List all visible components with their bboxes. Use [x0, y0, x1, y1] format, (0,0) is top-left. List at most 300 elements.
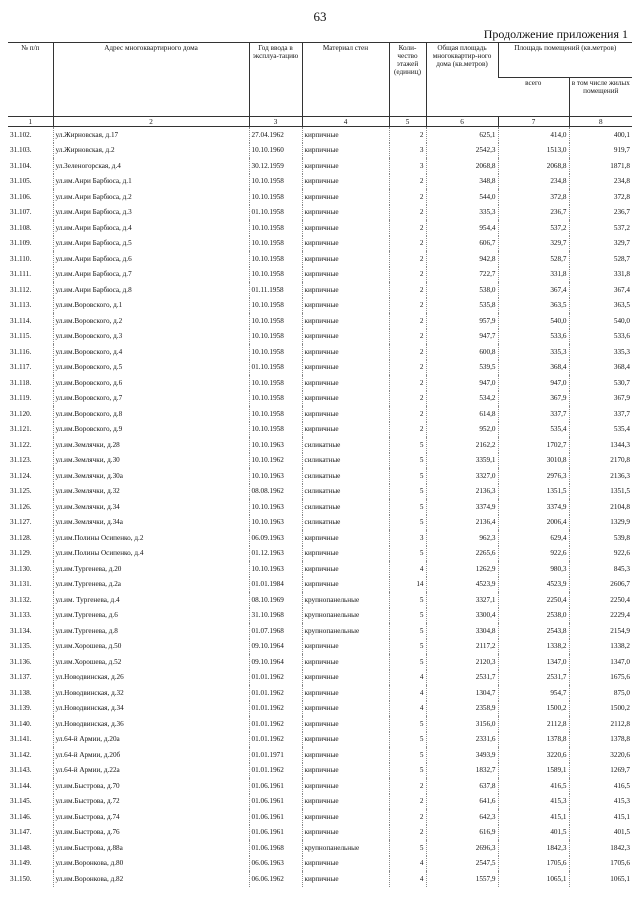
row-premises-living: 331,8 [569, 267, 632, 283]
row-number: 31.121. [10, 425, 32, 434]
row-address: ул.им.Тургенева, д.6 [53, 608, 249, 624]
row-total-area: 2547,5 [426, 856, 498, 872]
row-year: 10.10.1958 [249, 189, 302, 205]
row-total-area: 942,8 [426, 251, 498, 267]
row-wall-material: кирпичные [302, 127, 389, 143]
row-floors: 2 [389, 360, 426, 376]
row-floors: 5 [389, 484, 426, 500]
header-number: № п/п [8, 43, 53, 117]
row-floors: 3 [389, 530, 426, 546]
table-row [8, 716, 632, 732]
table-row [8, 437, 632, 453]
row-premises-all: 367,9 [498, 391, 569, 407]
row-address: ул.им.Анри Барбюса, д.3 [53, 205, 249, 221]
row-total-area: 600,8 [426, 344, 498, 360]
column-number: 3 [249, 117, 302, 127]
row-number: 31.114. [10, 316, 32, 325]
row-address: ул.им.Анри Барбюса, д.6 [53, 251, 249, 267]
row-wall-material: кирпичные [302, 375, 389, 391]
table-row [8, 499, 632, 515]
row-wall-material: кирпичные [302, 205, 389, 221]
row-number: 31.143. [10, 766, 32, 775]
row-premises-all: 415,3 [498, 794, 569, 810]
row-wall-material: кирпичные [302, 267, 389, 283]
row-address: ул.им.Воронкова, д.82 [53, 871, 249, 887]
row-floors: 4 [389, 871, 426, 887]
row-premises-living: 1705,6 [569, 856, 632, 872]
row-wall-material: кирпичные [302, 732, 389, 748]
row-year: 08.08.1962 [249, 484, 302, 500]
row-premises-living: 537,2 [569, 220, 632, 236]
table-row [8, 623, 632, 639]
table-row [8, 639, 632, 655]
row-year: 10.10.1962 [249, 453, 302, 469]
row-premises-living: 1351,5 [569, 484, 632, 500]
row-year: 01.01.1962 [249, 763, 302, 779]
row-address: ул.им.Воровского, д.2 [53, 313, 249, 329]
header-floors: Коли-чество этажей (единиц) [389, 43, 426, 117]
row-premises-living: 363,5 [569, 298, 632, 314]
row-premises-living: 530,7 [569, 375, 632, 391]
row-year: 01.06.1961 [249, 778, 302, 794]
row-address: ул.им.Воровского, д.7 [53, 391, 249, 407]
row-number: 31.129. [10, 549, 32, 558]
row-year: 10.10.1958 [249, 329, 302, 345]
row-premises-all: 922,6 [498, 546, 569, 562]
row-number: 31.117. [10, 363, 32, 372]
row-number: 31.137. [10, 673, 32, 682]
table-row [8, 856, 632, 872]
row-number: 31.123. [10, 456, 32, 465]
header-premises-living: в том числе жилых помещений [569, 78, 632, 117]
row-premises-all: 980,3 [498, 561, 569, 577]
row-number: 31.103. [10, 146, 32, 155]
row-number: 31.130. [10, 564, 32, 573]
row-year: 10.10.1960 [249, 143, 302, 159]
row-wall-material: кирпичные [302, 639, 389, 655]
row-address: ул.им.Воронкова, д.80 [53, 856, 249, 872]
row-wall-material: кирпичные [302, 778, 389, 794]
table-row [8, 453, 632, 469]
row-number: 31.105. [10, 177, 32, 186]
row-year: 10.10.1958 [249, 267, 302, 283]
row-wall-material: кирпичные [302, 577, 389, 593]
row-total-area: 954,4 [426, 220, 498, 236]
row-premises-living: 875,0 [569, 685, 632, 701]
row-address: ул.им.Воровского, д.6 [53, 375, 249, 391]
row-total-area: 538,0 [426, 282, 498, 298]
row-premises-all: 1705,6 [498, 856, 569, 872]
row-premises-living: 400,1 [569, 127, 632, 143]
row-wall-material: кирпичные [302, 654, 389, 670]
row-premises-living: 415,3 [569, 794, 632, 810]
row-year: 10.10.1963 [249, 437, 302, 453]
row-floors: 14 [389, 577, 426, 593]
row-wall-material: кирпичные [302, 794, 389, 810]
table-row [8, 871, 632, 887]
row-wall-material: кирпичные [302, 282, 389, 298]
row-wall-material: кирпичные [302, 825, 389, 841]
table-row [8, 205, 632, 221]
row-premises-living: 922,6 [569, 546, 632, 562]
row-wall-material: кирпичные [302, 360, 389, 376]
row-number: 31.133. [10, 611, 32, 620]
row-address: ул.им.Тургенева, д.20 [53, 561, 249, 577]
row-wall-material: силикатные [302, 437, 389, 453]
row-floors: 2 [389, 329, 426, 345]
row-floors: 4 [389, 685, 426, 701]
row-total-area: 2136,4 [426, 515, 498, 531]
row-total-area: 641,6 [426, 794, 498, 810]
row-floors: 5 [389, 840, 426, 856]
row-premises-living: 533,6 [569, 329, 632, 345]
row-year: 01.06.1961 [249, 825, 302, 841]
row-floors: 2 [389, 220, 426, 236]
row-floors: 2 [389, 825, 426, 841]
table-row [8, 127, 632, 143]
row-number: 31.109. [10, 239, 32, 248]
row-premises-living: 337,7 [569, 406, 632, 422]
row-total-area: 3156,0 [426, 716, 498, 732]
header-premises-all: всего [498, 78, 569, 117]
row-number: 31.119. [10, 394, 32, 403]
row-year: 31.10.1968 [249, 608, 302, 624]
header-total-area: Общая площадь многоквартир-ного дома (кв.метров) [426, 43, 498, 117]
header-wall-material: Материал стен [302, 43, 389, 117]
table-row [8, 189, 632, 205]
row-wall-material: крупнопанельные [302, 623, 389, 639]
table-row [8, 267, 632, 283]
row-wall-material: крупнопанельные [302, 592, 389, 608]
row-year: 10.10.1958 [249, 174, 302, 190]
row-year: 09.10.1964 [249, 654, 302, 670]
table-row [8, 344, 632, 360]
row-premises-all: 1589,1 [498, 763, 569, 779]
row-wall-material: кирпичные [302, 763, 389, 779]
row-premises-all: 954,7 [498, 685, 569, 701]
row-premises-all: 947,0 [498, 375, 569, 391]
row-total-area: 1557,9 [426, 871, 498, 887]
row-floors: 5 [389, 453, 426, 469]
row-floors: 5 [389, 716, 426, 732]
row-number: 31.140. [10, 719, 32, 728]
row-total-area: 952,0 [426, 422, 498, 438]
row-total-area: 637,8 [426, 778, 498, 794]
row-number: 31.110. [10, 254, 32, 263]
row-premises-all: 331,8 [498, 267, 569, 283]
row-total-area: 957,9 [426, 313, 498, 329]
row-number: 31.149. [10, 859, 32, 868]
row-wall-material: кирпичные [302, 530, 389, 546]
row-total-area: 2120,3 [426, 654, 498, 670]
row-number: 31.127. [10, 518, 32, 527]
row-address: ул.Новодвинская, д.32 [53, 685, 249, 701]
row-address: ул.им.Землячки, д.34а [53, 515, 249, 531]
row-address: ул.им.Землячки, д.32 [53, 484, 249, 500]
row-premises-living: 1344,3 [569, 437, 632, 453]
row-total-area: 947,0 [426, 375, 498, 391]
row-premises-living: 415,1 [569, 809, 632, 825]
row-total-area: 2136,3 [426, 484, 498, 500]
row-wall-material: кирпичные [302, 546, 389, 562]
row-total-area: 2068,8 [426, 158, 498, 174]
row-premises-all: 2112,8 [498, 716, 569, 732]
row-floors: 5 [389, 608, 426, 624]
row-total-area: 2265,6 [426, 546, 498, 562]
row-year: 10.10.1958 [249, 406, 302, 422]
row-address: ул.им.Быстрова, д.76 [53, 825, 249, 841]
row-number: 31.107. [10, 208, 32, 217]
row-total-area: 1832,7 [426, 763, 498, 779]
row-total-area: 348,8 [426, 174, 498, 190]
row-address: ул.им.Анри Барбюса, д.7 [53, 267, 249, 283]
row-wall-material: кирпичные [302, 313, 389, 329]
row-address: ул.им.Воровского, д.1 [53, 298, 249, 314]
row-premises-all: 1842,3 [498, 840, 569, 856]
row-premises-all: 533,6 [498, 329, 569, 345]
row-premises-all: 528,7 [498, 251, 569, 267]
row-premises-living: 367,9 [569, 391, 632, 407]
row-year: 10.10.1963 [249, 468, 302, 484]
row-year: 01.06.1961 [249, 809, 302, 825]
row-total-area: 2331,6 [426, 732, 498, 748]
row-number: 31.125. [10, 487, 32, 496]
table-row [8, 375, 632, 391]
table-row [8, 236, 632, 252]
row-year: 01.07.1968 [249, 623, 302, 639]
row-year: 01.01.1962 [249, 685, 302, 701]
row-number: 31.145. [10, 797, 32, 806]
row-year: 01.01.1984 [249, 577, 302, 593]
row-number: 31.112. [10, 285, 32, 294]
row-year: 01.10.1958 [249, 360, 302, 376]
row-wall-material: кирпичные [302, 747, 389, 763]
row-premises-living: 1500,2 [569, 701, 632, 717]
table-row [8, 561, 632, 577]
row-year: 09.10.1964 [249, 639, 302, 655]
row-premises-all: 1347,0 [498, 654, 569, 670]
row-year: 10.10.1958 [249, 313, 302, 329]
table-body [8, 127, 632, 887]
row-floors: 4 [389, 701, 426, 717]
row-floors: 3 [389, 158, 426, 174]
table-row [8, 608, 632, 624]
table-row [8, 747, 632, 763]
row-wall-material: кирпичные [302, 561, 389, 577]
table-row [8, 592, 632, 608]
table-row [8, 732, 632, 748]
row-wall-material: кирпичные [302, 174, 389, 190]
row-premises-living: 367,4 [569, 282, 632, 298]
row-premises-living: 539,8 [569, 530, 632, 546]
row-premises-living: 528,7 [569, 251, 632, 267]
row-total-area: 3359,1 [426, 453, 498, 469]
table-row [8, 143, 632, 159]
row-premises-all: 2250,4 [498, 592, 569, 608]
row-total-area: 2117,2 [426, 639, 498, 655]
row-wall-material: кирпичные [302, 871, 389, 887]
row-address: ул.им.Воровского, д.9 [53, 422, 249, 438]
row-floors: 5 [389, 515, 426, 531]
row-number: 31.128. [10, 533, 32, 542]
housing-table [8, 42, 632, 887]
row-premises-all: 4523,9 [498, 577, 569, 593]
row-floors: 2 [389, 344, 426, 360]
row-total-area: 4523,9 [426, 577, 498, 593]
row-wall-material: кирпичные [302, 701, 389, 717]
row-address: ул.им.Быстрова, д.74 [53, 809, 249, 825]
row-premises-living: 3220,6 [569, 747, 632, 763]
row-wall-material: кирпичные [302, 670, 389, 686]
row-wall-material: силикатные [302, 484, 389, 500]
row-address: ул.им.Хорошева, д.50 [53, 639, 249, 655]
row-premises-all: 414,0 [498, 127, 569, 143]
row-premises-all: 2976,3 [498, 468, 569, 484]
row-floors: 2 [389, 794, 426, 810]
row-address: ул.им.Тургенева, д.8 [53, 623, 249, 639]
table-row [8, 825, 632, 841]
row-premises-living: 845,3 [569, 561, 632, 577]
row-premises-living: 368,4 [569, 360, 632, 376]
row-floors: 2 [389, 809, 426, 825]
row-premises-living: 2606,7 [569, 577, 632, 593]
row-number: 31.106. [10, 192, 32, 201]
row-floors: 2 [389, 422, 426, 438]
row-premises-living: 372,8 [569, 189, 632, 205]
row-floors: 5 [389, 499, 426, 515]
row-floors: 3 [389, 143, 426, 159]
row-year: 27.04.1962 [249, 127, 302, 143]
row-address: ул.им.Землячки, д.28 [53, 437, 249, 453]
row-wall-material: кирпичные [302, 716, 389, 732]
row-year: 01.06.1961 [249, 794, 302, 810]
row-floors: 5 [389, 468, 426, 484]
row-address: ул.им.Быстрова, д.70 [53, 778, 249, 794]
row-address: ул.им. Тургенева, д.4 [53, 592, 249, 608]
row-number: 31.142. [10, 750, 32, 759]
row-floors: 2 [389, 174, 426, 190]
table-row [8, 701, 632, 717]
row-premises-all: 234,8 [498, 174, 569, 190]
row-premises-all: 2068,8 [498, 158, 569, 174]
row-year: 10.10.1958 [249, 344, 302, 360]
column-number: 7 [498, 117, 569, 127]
row-premises-all: 372,8 [498, 189, 569, 205]
header-address: Адрес многоквартирного дома [53, 43, 249, 117]
row-premises-all: 3220,6 [498, 747, 569, 763]
row-floors: 5 [389, 592, 426, 608]
row-total-area: 614,8 [426, 406, 498, 422]
row-year: 01.12.1963 [249, 546, 302, 562]
row-year: 01.01.1971 [249, 747, 302, 763]
row-premises-all: 1065,1 [498, 871, 569, 887]
row-total-area: 2542,3 [426, 143, 498, 159]
row-premises-living: 1842,3 [569, 840, 632, 856]
row-year: 10.10.1958 [249, 422, 302, 438]
row-total-area: 2358,9 [426, 701, 498, 717]
row-wall-material: кирпичные [302, 329, 389, 345]
row-total-area: 3327,0 [426, 468, 498, 484]
row-premises-living: 2154,9 [569, 623, 632, 639]
page-number: 63 [313, 9, 327, 24]
row-total-area: 642,3 [426, 809, 498, 825]
table-row [8, 360, 632, 376]
row-wall-material: кирпичные [302, 143, 389, 159]
row-premises-living: 416,5 [569, 778, 632, 794]
row-number: 31.111. [10, 270, 32, 279]
row-floors: 2 [389, 267, 426, 283]
row-year: 10.10.1963 [249, 515, 302, 531]
row-premises-all: 535,4 [498, 422, 569, 438]
row-floors: 2 [389, 236, 426, 252]
row-wall-material: кирпичные [302, 189, 389, 205]
row-floors: 2 [389, 127, 426, 143]
row-premises-all: 2006,4 [498, 515, 569, 531]
row-floors: 5 [389, 747, 426, 763]
row-address: ул.им.Анри Барбюса, д.1 [53, 174, 249, 190]
row-year: 10.10.1963 [249, 561, 302, 577]
row-address: ул.им.Хорошева, д.52 [53, 654, 249, 670]
row-address: ул.им.Воровского, д.3 [53, 329, 249, 345]
row-address: ул.Новодвинская, д.36 [53, 716, 249, 732]
table-row [8, 406, 632, 422]
row-year: 10.10.1958 [249, 298, 302, 314]
row-floors: 2 [389, 778, 426, 794]
row-floors: 2 [389, 205, 426, 221]
row-floors: 2 [389, 282, 426, 298]
row-address: ул.им.Анри Барбюса, д.5 [53, 236, 249, 252]
row-year: 10.10.1958 [249, 251, 302, 267]
row-number: 31.146. [10, 812, 32, 821]
row-address: ул.им.Воровского, д.8 [53, 406, 249, 422]
row-premises-all: 367,4 [498, 282, 569, 298]
row-premises-all: 368,4 [498, 360, 569, 376]
row-premises-living: 1347,0 [569, 654, 632, 670]
row-wall-material: кирпичные [302, 251, 389, 267]
row-wall-material: кирпичные [302, 809, 389, 825]
row-year: 01.01.1962 [249, 670, 302, 686]
row-year: 01.01.1962 [249, 716, 302, 732]
row-premises-living: 2136,3 [569, 468, 632, 484]
table-row [8, 174, 632, 190]
row-address: ул.им.Воровского, д.5 [53, 360, 249, 376]
row-floors: 2 [389, 406, 426, 422]
table-row [8, 515, 632, 531]
row-total-area: 1304,7 [426, 685, 498, 701]
row-total-area: 625,1 [426, 127, 498, 143]
row-premises-all: 1513,0 [498, 143, 569, 159]
row-floors: 5 [389, 732, 426, 748]
row-number: 31.120. [10, 409, 32, 418]
row-number: 31.144. [10, 781, 32, 790]
table-row [8, 251, 632, 267]
row-premises-living: 2170,8 [569, 453, 632, 469]
row-number: 31.139. [10, 704, 32, 713]
row-number: 31.115. [10, 332, 32, 341]
row-premises-living: 2229,4 [569, 608, 632, 624]
row-premises-all: 335,3 [498, 344, 569, 360]
row-number: 31.148. [10, 843, 32, 852]
table-row [8, 391, 632, 407]
row-floors: 5 [389, 654, 426, 670]
row-total-area: 616,9 [426, 825, 498, 841]
row-premises-all: 1338,2 [498, 639, 569, 655]
row-number: 31.102. [10, 130, 32, 139]
row-premises-living: 335,3 [569, 344, 632, 360]
row-wall-material: кирпичные [302, 422, 389, 438]
row-floors: 5 [389, 437, 426, 453]
row-wall-material: кирпичные [302, 158, 389, 174]
